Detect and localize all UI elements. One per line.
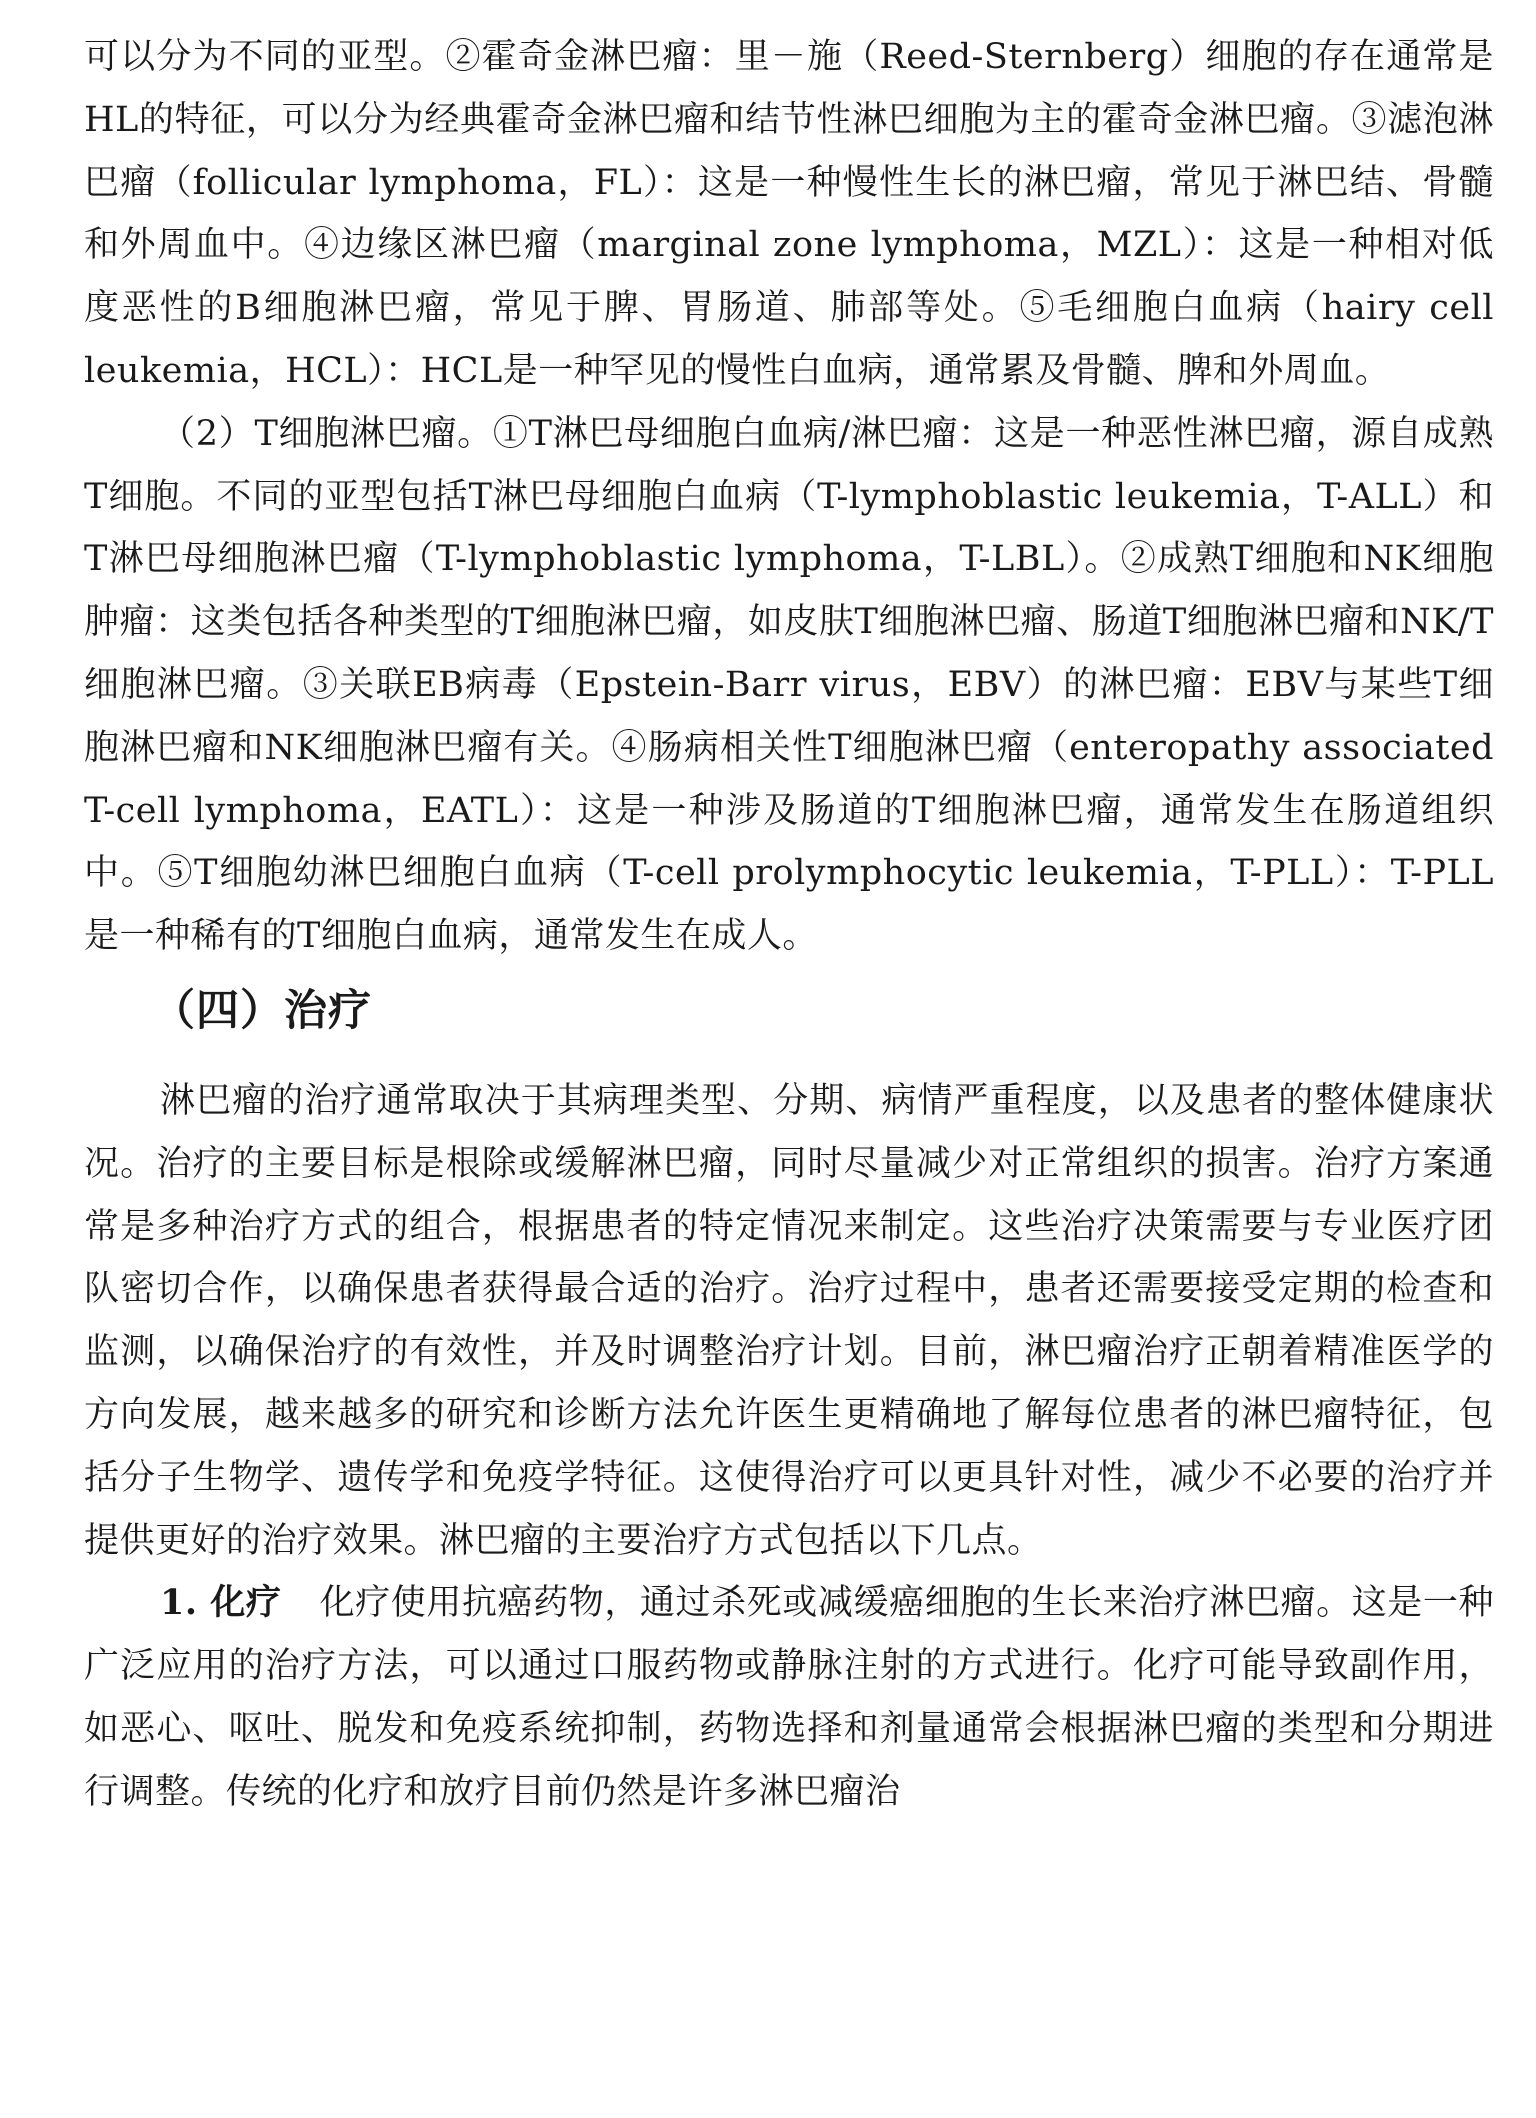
document-page <box>84 26 1494 1824</box>
paragraph-b-cell-subtypes: 可以分为不同的亚型。②霍奇金淋巴瘤：里－施（Reed-Sternberg）细胞的存在通常是HL的特征，可以分为经典霍奇金淋巴瘤和结节性淋巴细胞为主的霍奇金淋巴瘤。③滤泡淋巴瘤（follicular lymphoma，FL）：这是一种慢性生长的淋巴瘤，常见于淋巴结、骨髓和外周血中。④边缘区淋巴瘤（marginal zone lymphoma，MZL）：这是一种相对低度恶性的B细胞淋巴瘤，常见于脾、胃肠道、肺部等处。⑤毛细胞白血病（hairy cell leukemia，HCL）：HCL是一种罕见的慢性白血病，通常累及骨髓、脾和外周血。 <box>84 37 1494 391</box>
chemotherapy-body: 化疗使用抗癌药物，通过杀死或减缓癌细胞的生长来治疗淋巴瘤。这是一种广泛应用的治疗方法，可以通过口服药物或静脉注射的方式进行。化疗可能导致副作用，如恶心、呕吐、脱发和免疫系统抑制，药物选择和剂量通常会根据淋巴瘤的类型和分期进行调整。传统的化疗和放疗目前仍然是许多淋巴瘤治 <box>84 1583 1494 1812</box>
paragraph-chemotherapy <box>84 1572 1494 1823</box>
paragraph-treatment-overview: 淋巴瘤的治疗通常取决于其病理类型、分期、病情严重程度，以及患者的整体健康状况。治疗的主要目标是根除或缓解淋巴瘤，同时尽量减少对正常组织的损害。治疗方案通常是多种治疗方式的组合，根据患者的特定情况来制定。这些治疗决策需要与专业医疗团队密切合作，以确保患者获得最合适的治疗。治疗过程中，患者还需要接受定期的检查和监测，以确保治疗的有效性，并及时调整治疗计划。目前，淋巴瘤治疗正朝着精准医学的方向发展，越来越多的研究和诊断方法允许医生更精确地了解每位患者的淋巴瘤特征，包括分子生物学、遗传学和免疫学特征。这使得治疗可以更具针对性，减少不必要的治疗并提供更好的治疗效果。淋巴瘤的主要治疗方式包括以下几点。 <box>84 1080 1494 1561</box>
section-heading-treatment: （四）治疗 <box>152 985 372 1036</box>
paragraph-t-cell-lymphoma: （2）T细胞淋巴瘤。①T淋巴母细胞白血病/淋巴瘤：这是一种恶性淋巴瘤，源自成熟T细胞。不同的亚型包括T淋巴母细胞白血病（T-lymphoblastic leukemia，T-ALL）和T淋巴母细胞淋巴瘤（T-lymphoblastic lymphoma，T-LBL）。②成熟T细胞和NK细胞肿瘤：这类包括各种类型的T细胞淋巴瘤，如皮肤T细胞淋巴瘤、肠道T细胞淋巴瘤和NK/T细胞淋巴瘤。③关联EB病毒（Epstein-Barr virus，EBV）的淋巴瘤：EBV与某些T细胞淋巴瘤和NK细胞淋巴瘤有关。④肠病相关性T细胞淋巴瘤（enteropathy associated T-cell lymphoma，EATL）：这是一种涉及肠道的T细胞淋巴瘤，通常发生在肠道组织中。⑤T细胞幼淋巴细胞白血病（T-cell prolymphocytic leukemia，T-PLL）：T-PLL是一种稀有的T细胞白血病，通常发生在成人。 <box>84 413 1494 957</box>
chemotherapy-term: 1. 化疗 <box>160 1582 282 1624</box>
